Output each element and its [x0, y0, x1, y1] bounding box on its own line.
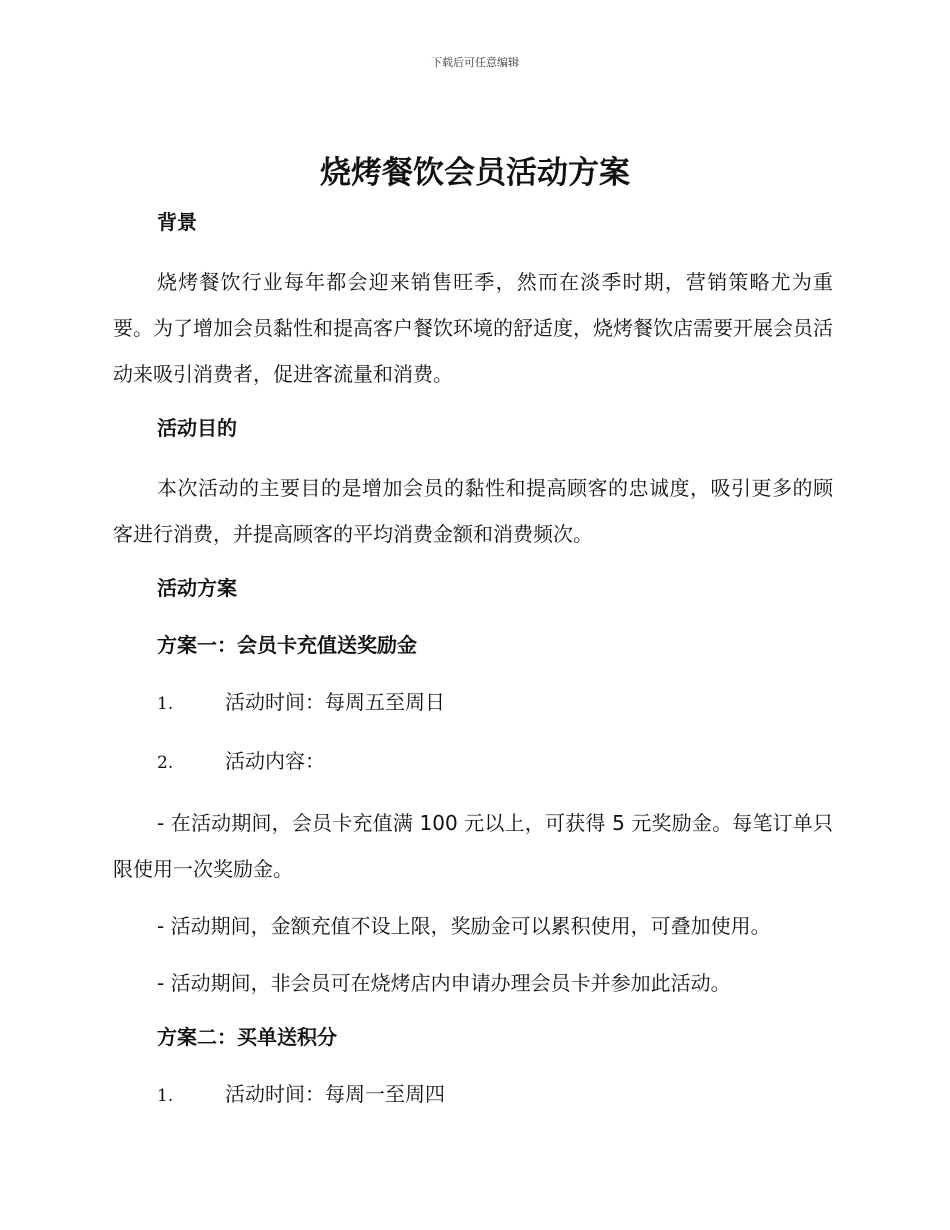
list-text: 活动内容： — [225, 749, 325, 773]
list-number: 2. — [157, 753, 174, 773]
page-header: 下载后可任意编辑 — [431, 56, 519, 69]
plan2-list-item — [113, 1074, 833, 1116]
plan1-heading: 方案一：会员卡充值送奖励金 — [157, 633, 417, 657]
plan2-heading: 方案二：买单送积分 — [157, 1025, 337, 1049]
plan1-list-item — [113, 682, 833, 724]
section-heading-purpose: 活动目的 — [157, 416, 237, 440]
document-title: 烧烤餐饮会员活动方案 — [320, 155, 630, 191]
plan1-bullet: - 活动期间，非会员可在烧烤店内申请办理会员卡并参加此活动。 — [157, 971, 731, 995]
section-heading-plan: 活动方案 — [157, 576, 237, 600]
list-number: 1. — [157, 1086, 174, 1106]
list-text: 活动时间：每周一至周四 — [225, 1082, 445, 1106]
purpose-paragraph: 本次活动的主要目的是增加会员的黏性和提高顾客的忠诚度，吸引更多的顾客进行消费，并提高顾客的平均消费金额和消费频次。 — [113, 476, 833, 546]
list-number: 1. — [157, 694, 174, 714]
list-text: 活动时间：每周五至周日 — [225, 690, 445, 714]
plan1-bullet: - 在活动期间，会员卡充值满 100 元以上，可获得 5 元奖励金。每笔订单只限使用一次奖励金。 — [113, 811, 833, 881]
background-paragraph: 烧烤餐饮行业每年都会迎来销售旺季，然而在淡季时期，营销策略尤为重要。为了增加会员黏性和提高客户餐饮环境的舒适度，烧烤餐饮店需要开展会员活动来吸引消费者，促进客流量和消费。 — [113, 270, 833, 386]
document-body — [113, 202, 833, 1133]
plan1-bullet: - 活动期间，金额充值不设上限，奖励金可以累积使用，可叠加使用。 — [157, 914, 771, 938]
plan1-list-item — [113, 741, 833, 783]
section-heading-background: 背景 — [157, 210, 197, 234]
